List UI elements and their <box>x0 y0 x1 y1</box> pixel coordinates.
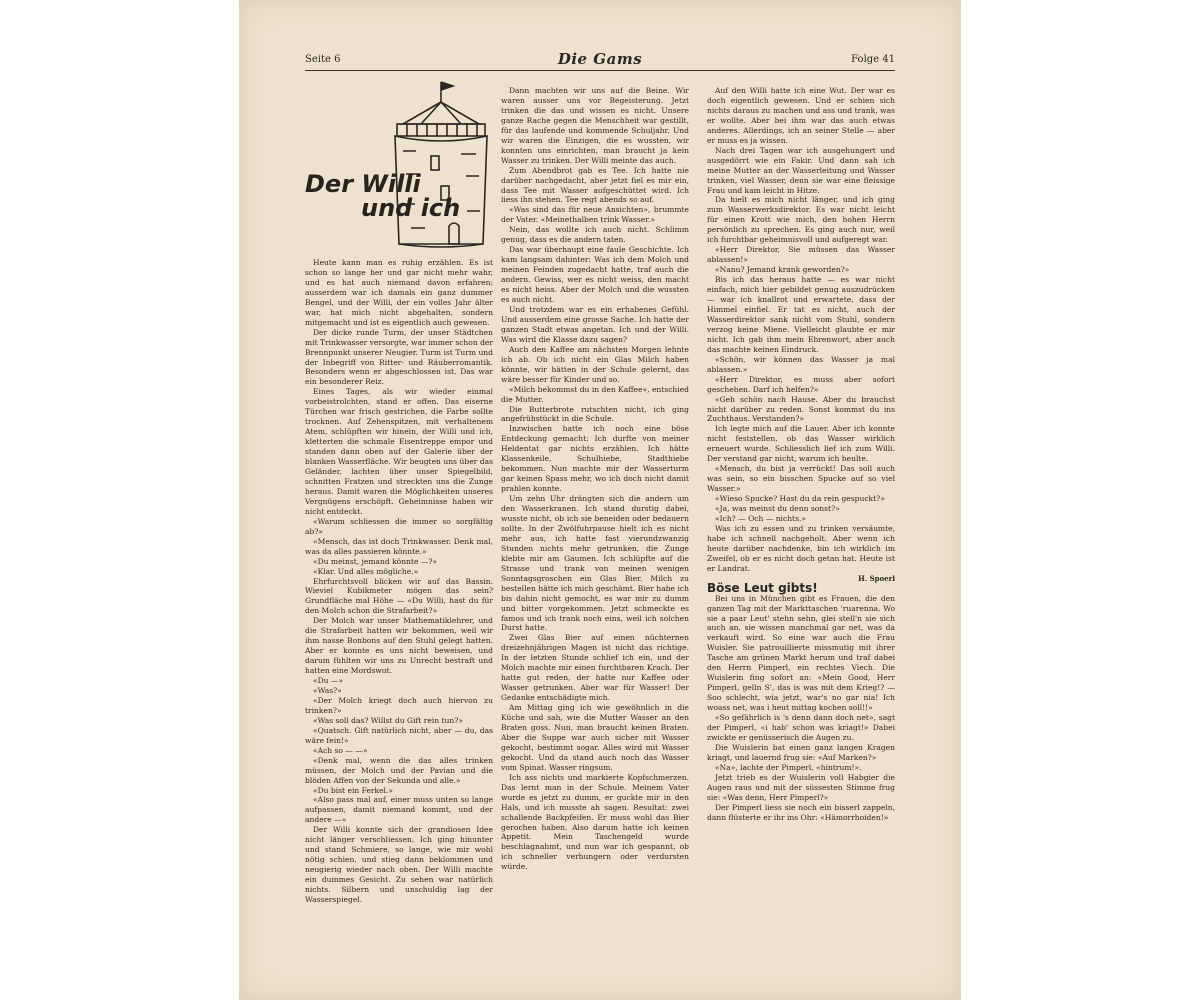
paragraph: Zum Abendbrot gab es Tee. Ich hatte nie darüber nachgedacht, aber jetzt fiel es mir ein, dass Tee mit Wasser aufgeschüttet wird. Ich liess ihn stehen. Tee regt abends so auf. <box>501 165 689 205</box>
paragraph: «Quatsch. Gift natürlich nicht, aber — du, das wäre fein!» <box>305 725 493 745</box>
paragraph: Eines Tages, als wir wieder einmal vorbeistrolchten, stand er offen. Das eiserne Türchen war frisch gestrichen, die Farbe sollte trocknen. Auf Zehenspitzen, mit verhaltenem Atem, schlüpften wir hinein, der Willi und ich, kletterten die schmale Eisentreppe empor und standen dann oben auf der Galerie über der blanken Wasserfläche. Wir beugten uns über das Geländer, lachten über unser Spiegelbild, schnitten Fratzen und streckten uns die Zunge heraus. Damit waren die Möglichkeiten unseres Vergnügens erschöpft. Geheimnisse haben wir nicht entdeckt. <box>305 387 493 516</box>
paragraph: Ehrfurchtsvoll blicken wir auf das Bassin. Wieviel Kubikmeter mögen das sein? Grundfläche mal Höhe — «Du Willi, hast du für den Molch schon die Strafarbeit?» <box>305 576 493 616</box>
newspaper-page <box>239 0 961 1000</box>
paragraph: Die Wuislerin bat einen ganz langen Kragen kriagt, und lauernd frug sie: «Auf Marken?» <box>707 742 895 762</box>
paragraph: «Schön, wir können das Wasser ja mal ablassen.» <box>707 354 895 374</box>
paragraph: «Mensch, du bist ja verrückt! Das soll auch was sein, so ein bisschen Spucke auf so viel Wasser.» <box>707 464 895 494</box>
paragraph: Bei uns in München gibt es Frauen, die den ganzen Tag mit der Markttaschen 'ruarenna. Wo sie a paar Leut' stehn sehn, glei stell'n sie sich auch an, sie wissen manchmal gar net, was da verkauft wird. So eine war auch die Frau Wuisler. Sie patrouillierte missmutig mit ihrer Tasche am grünen Markt herum und traf dabei den Herrn Pimperl, ein rechtes Viech. Die Wuislerin fing sofort an: «Mein Good, Herr Pimperl, gelln S', das is was mit dem Krieg!? — Soo schlecht, wia jetzt, war's no gar nia! Ich woass net, was i heut mittag kochen soll!!» <box>707 593 895 713</box>
paragraph: «Also pass mal auf, einer muss unten so lange aufpassen, damit niemand kommt, und der andere —» <box>305 795 493 825</box>
page-header <box>305 52 895 70</box>
paragraph: «Du bist ein Ferkel.» <box>313 785 393 795</box>
paragraph: Der dicke runde Turm, der unser Städtchen mit Trinkwasser versorgte, war immer schon der Brennpunkt unserer Neugier. Turm ist Turm und der Inbegriff von Ritter- und Räuberromantik. Besonders wenn er abgeschlossen ist. Das war ein besonderer Reiz. <box>305 327 493 387</box>
paragraph: «Klar. Und alles mögliche.» <box>313 566 419 576</box>
paragraph: Um zehn Uhr drängten sich die andern um den Wasserkranen. Ich stand durstig dabei, wusste nicht, ob ich sie beneiden oder bedauern sollte. In der Zwölfuhrpause hielt ich es nicht mehr aus, ich hatte fast vierundzwanzig Stunden nichts mehr getrunken, die Zunge klebte mir am Gaumen. Ich schlüpfte auf die Strasse und trank von meinen wenigen Sonntagsgroschen ein Glas Bier. Milch zu bestellen hätte ich mich geschämt. Bier habe ich bis dahin nicht gemocht, es war mir zu dumm und bitter vorgekommen. Jetzt schmeckte es famos und ich trank noch eins, weil ich solchen Durst hatte. <box>501 494 689 633</box>
water-tower-illustration <box>291 76 491 252</box>
paragraph: Das war überhaupt eine faule Geschichte. Ich kam langsam dahinter: Was ich dem Molch und meinen Feinden zugedacht hatte, traf auch die andern. Gewiss, wer es nicht weiss, den macht es nicht heiss. Aber der Molch und die wussten es auch nicht. <box>501 245 689 305</box>
paragraph: Der Pimperl liess sie noch ein bisserl zappeln, dann flüsterte er ihr ins Ohr: «Hämorrhoiden!» <box>707 802 895 822</box>
paragraph: «Milch bekommst du in den Kaffee», entschied die Mutter. <box>501 384 689 404</box>
paragraph: Der Willi konnte sich der grandiosen Idee nicht länger verschliessen. Ich ging hinunter und stand Schmiere, so lange, wie mir wohl nötig schien, und stieg dann beklommen und neugierig wieder nach oben. Der Willi machte ein dummes Gesicht. Zu sehen war natürlich nichts. Silbern und unschuldig lag der Wasserspiegel. <box>305 825 493 904</box>
paragraph: Auf den Willi hatte ich eine Wut. Der war es doch eigentlich gewesen. Und er schien sich nichts daraus zu machen und ass und trank, was er wollte. Aber bei ihm war das auch etwas anderes. Allerdings, ich an seiner Stelle — aber er muss es ja wissen. <box>707 86 895 145</box>
paragraph: «Wieso Spucke? Hast du da rein gespuckt?» <box>715 494 885 504</box>
paragraph: Zwei Glas Bier auf einen nüchternen dreizehnjährigen Magen ist nicht das richtige. In der letzten Stunde schlief ich ein, und der Molch machte mir einen furchtbaren Krach. Der hatte gut reden, der hatte nur Kaffee oder Wasser getrunken. Aber war für Wasser! Der Gedanke entschädigte mich. <box>501 633 689 703</box>
author-signature: H. Spoerl <box>858 573 895 583</box>
paragraph: Und trotzdem war es ein erhabenes Gefühl. Und ausserdem eine grosse Sache. Ich hatte der ganzen Stadt etwas angetan. Ich und der Willi. Was wird die Klasse dazu sagen? <box>501 304 689 344</box>
paragraph: Der Molch war unser Mathematiklehrer, und die Strafarbeit hatten wir bekommen, weil wir ihm nasse Bonbons auf den Stuhl gelegt hatten. Aber er konnte es uns nicht beweisen, und darum fühlten wir uns zu Unrecht bestraft und hatten eine Mordswut. <box>305 616 493 676</box>
paragraph: Was ich zu essen und zu trinken versäumte, habe ich schnell nachgeholt. Aber wenn ich heute darüber nachdenke, bin ich wirklich im Zweifel, ob er es nicht doch getan hat. Heute ist er Landrat. <box>707 523 895 573</box>
title-line-2: und ich <box>361 194 461 222</box>
paragraph: Dann machten wir uns auf die Beine. Wir waren ausser uns vor Begeisterung. Jetzt trinken die das und wissen es nicht. Unsere ganze Rache gegen die Menschheit war gestillt, für das laufende und kommende Schuljahr. Und wir waren die Einzigen, die es wussten, wir konnten uns einrichten, man braucht ja kein Wasser zu trinken. Der Willi meinte das auch. <box>501 86 689 165</box>
paragraph: Bis ich das heraus hatte — es war nicht einfach, mich hier gebildet genug auszudrücken — war ich knallrot und erwartete, dass der Himmel einfiel. Er tat es nicht, auch der Wasserdirektor sank nicht vom Stuhl, sondern verzog keine Miene. Vielleicht glaubte er mir nicht. Ich gab ihm mein Ehrenwort, aber auch das machte keinen Eindruck. <box>707 275 895 354</box>
paragraph: «So gefährlich is 's denn dann doch net», sagt der Pimperl, «i hab' schon was kriagt!» Dabei zwickte er genüsserisch die Augen zu. <box>707 713 895 742</box>
article-title <box>305 172 460 220</box>
paragraph: Da hielt es mich nicht länger, und ich ging zum Wasserwerksdirektor. Es war nicht leicht für einen Krott wie mich, den hohen Herrn persönlich zu sprechen. Es ging auch nur, weil ich furchtbar geheimnisvoll und aufgeregt war. <box>707 195 895 245</box>
paragraph: «Denk mal, wenn die das alles trinken müssen, der Molch und der Pavian und die blöden Affen von der Sekunda und alle.» <box>305 755 493 785</box>
paragraph: «Was soll das? Willst du Gift rein tun?» <box>313 715 463 725</box>
paragraph: «Herr Direktor, Sie müssen das Wasser ablassen!» <box>707 245 895 265</box>
paragraph: «Du meinst, jemand könnte —?» <box>313 556 438 566</box>
paragraph: Die Butterbrote rutschten nicht, ich ging angefrühstückt in die Schule. <box>501 404 689 424</box>
paragraph: «Was sind das für neue Ansichten», brummte der Vater. «Meinethalben trink Wasser.» <box>501 205 689 225</box>
paragraph: Ich ass nichts und markierte Kopfschmerzen. Das lernt man in der Schule. Meinem Vater wurde es jetzt zu dumm, er guckte mir in den Hals, und ich musste ah sagen. Resultat: zwei schallende Backpfeifen. Er muss wohl das Bier gerochen haben. Also darum hatte ich keinen Appetit. Mein Taschengeld wurde beschlagnahmt, und nun war ich gespannt, ob ich schneller verhungern oder verdursten würde. <box>501 772 689 872</box>
column-2 <box>501 86 689 872</box>
column-1 <box>305 258 493 905</box>
paragraph: Heute kann man es ruhig erzählen. Es ist schon so lange her und gar nicht mehr wahr, und es hat auch niemand davon erfahren; ausserdem war ich damals ein ganz dummer Bengel, und der Willi, der ein volles Jahr älter war, hat mich nicht abgehalten, sondern mitgemacht und ist es eigentlich auch gewesen. <box>305 258 493 327</box>
header-rule <box>305 70 895 71</box>
paragraph: «Warum schliessen die immer so sorgfältig ab?» <box>305 516 493 536</box>
paragraph: «Du —» <box>313 676 344 686</box>
paragraph: «Nanu? Jemand krank geworden?» <box>715 265 850 275</box>
paragraph: «Mensch, das ist doch Trinkwasser. Denk mal, was da alles passieren könnte.» <box>305 536 493 556</box>
title-line-1: Der Willi <box>305 170 421 198</box>
paragraph: Nein, das wollte ich auch nicht. Schlimm genug, dass es die andern taten. <box>501 225 689 245</box>
paragraph: Inzwischen hatte ich noch eine böse Entdeckung gemacht: Ich durfte von meiner Heldentat gar nichts erzählen. Ich hätte Klassenkeile, Schulhiebe, Stadthiebe bekommen. Nun machte mir der Wasserturm gar keinen Spass mehr, wo ich doch nicht damit prahlen konnte. <box>501 424 689 494</box>
paragraph: «Geh schön nach Hause. Aber du brauchst nicht darüber zu reden. Sonst kommst du ins Zuchthaus. Verstanden?» <box>707 394 895 424</box>
page-number: Seite 6 <box>305 54 341 65</box>
paragraph: «Was?» <box>313 685 342 695</box>
paragraph: «Herr Direktor, es muss aber sofort geschehen. Darf ich helfen?» <box>707 374 895 394</box>
paragraph: «Ich? — Och — nichts.» <box>715 513 806 523</box>
paragraph: Jetzt trieb es der Wuislerin voll Habgier die Augen raus und mit der süssesten Stimme frug sie: «Was denn, Herr Pimperl?» <box>707 772 895 802</box>
article2-title: Böse Leut gibts! <box>707 580 818 595</box>
paragraph: «Ja, was meinst du denn sonst?» <box>715 504 840 514</box>
paragraph: Am Mittag ging ich wie gewöhnlich in die Küche und sah, wie die Mutter Wasser an den Braten goss. Nun, man braucht keinen Braten. Aber die Suppe war auch sicher mit Wasser gekocht, bestimmt sogar. Alles wird mit Wasser gekocht. Und da stand auch noch das Wasser vom Spinat. Wasser ringsum. <box>501 703 689 772</box>
paragraph: «Na», lachte der Pimperl, «hintrum!». <box>715 762 862 772</box>
paragraph: Auch den Kaffee am nächsten Morgen lehnte ich ab. Ob ich nicht ein Glas Milch haben könnte, wir hätten in der Schule gelernt, das wäre besser für Kinder und so. <box>501 344 689 384</box>
issue-number: Folge 41 <box>851 54 895 65</box>
column-3 <box>707 86 895 823</box>
paragraph: Ich legte mich auf die Lauer. Aber ich konnte nicht feststellen, ob das Wasser wirklich erneuert wurde. Schliesslich lief ich zum Willi. Der verstand gar nicht, warum ich heulte. <box>707 424 895 464</box>
paragraph: «Ach so — —» <box>313 745 368 755</box>
masthead: Die Gams <box>557 50 643 68</box>
paragraph: «Der Molch kriegt doch auch hiervon zu trinken?» <box>305 695 493 715</box>
paragraph: Nach drei Tagen war ich ausgehungert und ausgedörrt wie ein Fakir. Und dann sah ich meine Mutter an der Wasserleitung und Wasser trinken, viel Wasser, denn sie war eine fleissige Frau und kam leicht in Hitze. <box>707 145 895 195</box>
